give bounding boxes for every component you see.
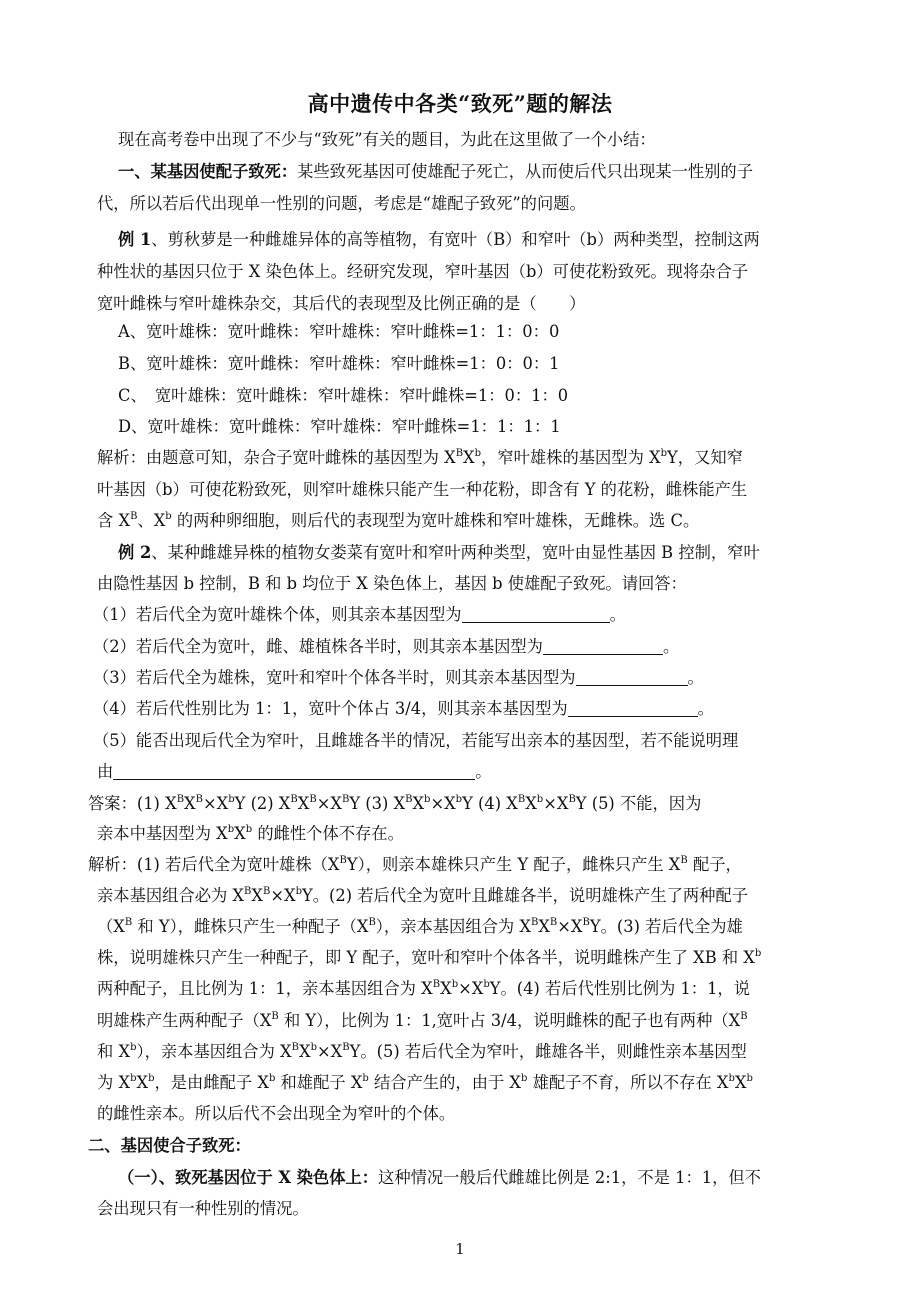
- option-d: D、宽叶雄株：宽叶雌株：窄叶雄株：窄叶雌株=1：1：1：1: [118, 417, 561, 436]
- analysis-2-line-7: 和 $X^b$），亲本基因组合为 $X^BX^b\times X^BY$。(5) 若后代全为窄叶，雌雄各半，则雌性亲本基因型: [97, 1042, 747, 1061]
- question-3: （3）若后代全为雄株，宽叶和窄叶个体各半时，则其亲本基因型为 。: [93, 668, 704, 687]
- section-2-subheading: （一）、致死基因位于 X 染色体上：: [118, 1168, 379, 1187]
- example-2-line-1: 例 2、某种雌雄异株的植物女娄菜有宽叶和窄叶两种类型，宽叶由显性基因 B 控制，窄叶: [118, 543, 760, 562]
- option-c: C、 宽叶雄株：宽叶雌株：窄叶雄株：窄叶雌株=1：0：1：0: [118, 386, 569, 405]
- section-1-text: 某些致死基因可使雄配子死亡，从而使后代只出现某一性别的子: [297, 162, 753, 181]
- question-5-line-1: （5）能否出现后代全为窄叶，且雌雄各半的情况，若能写出亲本的基因型，若不能说明理: [93, 731, 739, 750]
- example-2-label: 例 2: [118, 543, 152, 562]
- question-1: （1）若后代全为宽叶雄株个体，则其亲本基因型为 。: [93, 605, 626, 624]
- analysis-1-line-3: 含 $X^B$、$X^b$ 的两种卵细胞，则后代的表现型为宽叶雄株和窄叶雄株，无雌株。选 C。: [97, 511, 700, 530]
- page-number: 1: [455, 1240, 465, 1258]
- section-1-line-2: 代，所以若后代出现单一性别的问题，考虑是“雄配子致死”的问题。: [97, 194, 586, 213]
- answer-blank-2[interactable]: [543, 636, 663, 655]
- answer-blank-3[interactable]: [576, 667, 688, 686]
- section-1-line-1: [118, 156, 753, 187]
- analysis-2-line-6: 明雄株产生两种配子（$X^B$ 和 Y），比例为 1：1,宽叶占 3/4，说明雌株的配子也有两种（$X^B$: [97, 1011, 748, 1030]
- section-2-heading: 二、基因使合子致死：: [88, 1136, 251, 1155]
- page-title: 高中遗传中各类“致死”题的解法: [307, 91, 613, 116]
- section-2-sub-line-1: （一）、致死基因位于 X 染色体上：这种情况一般后代雌雄比例是 2:1，不是 1：1，但不: [118, 1168, 761, 1187]
- answer-line-2: 亲本中基因型为 $X^bX^b$ 的雌性个体不存在。: [97, 824, 404, 843]
- analysis-2-line-9: 的雌性亲本。所以后代不会出现全为窄叶的个体。: [97, 1104, 456, 1123]
- question-5-line-2: 由 。: [97, 762, 492, 781]
- analysis-2-line-2: 亲本基因组合必为 $X^BX^B\times X^bY$。(2) 若后代全为宽叶且雌雄各半，说明雄株产生了两种配子: [97, 886, 749, 905]
- answer-line-1: 答案：(1) $X^BX^B\times X^bY$ (2) $X^BX^B\times X^BY$ (3) $X^BX^b\times X^bY$ (4) $X^BX^b\times X^BY$ (5) 不能，因为: [88, 794, 702, 813]
- option-b: B、宽叶雄株：宽叶雌株：窄叶雄株：窄叶雌株=1：0：0：1: [118, 354, 560, 373]
- option-a: A、宽叶雄株：宽叶雌株：窄叶雄株：窄叶雌株=1：1：0：0: [118, 322, 560, 341]
- section-1-heading: 一、某基因使配子致死：: [118, 162, 298, 181]
- analysis-2-line-1: 解析：(1) 若后代全为宽叶雄株$(X^BY)$，则亲本雄株只产生 Y 配子，雌株只产生 $X^B$ 配子，: [88, 855, 742, 874]
- analysis-2-line-3: （$X^B$ 和 Y），雌株只产生一种配子$(X^B)$，亲本基因组合为 $X^BX^B\times X^BY$。(3) 若后代全为雄: [97, 917, 743, 936]
- question-2: （2）若后代全为宽叶，雌、雄植株各半时，则其亲本基因型为 。: [93, 637, 680, 656]
- answer-blank-5[interactable]: [113, 761, 475, 780]
- question-4: （4）若后代性别比为 1：1，宽叶个体占 3/4，则其亲本基因型为 。: [93, 699, 714, 718]
- analysis-2-line-8: 为 $X^bX^b$，是由雌配子 $X^b$ 和雄配子 $X^b$ 结合产生的，由于 $X^b$ 雄配子不育，所以不存在 $X^bX^b$: [97, 1073, 753, 1092]
- answer-blank-1[interactable]: [462, 604, 610, 623]
- example-1-line-1: 例 1、剪秋萝是一种雌雄异体的高等植物，有宽叶（B）和窄叶（b）两种类型，控制这两: [118, 230, 760, 249]
- section-2-sub-line-2: 会出现只有一种性别的情况。: [97, 1199, 309, 1218]
- analysis-1-line-1: 解析：由题意可知，杂合子宽叶雌株的基因型为 $X^BX^b$，窄叶雄株的基因型为 $X^bY$，又知窄: [97, 448, 743, 467]
- analysis-1-line-2: 叶基因（b）可使花粉致死，则窄叶雄株只能产生一种花粉，即含有 Y 的花粉，雌株能产生: [97, 480, 748, 499]
- example-1-label: 例 1: [118, 230, 152, 249]
- example-1-line-2: 种性状的基因只位于 X 染色体上。经研究发现，窄叶基因（b）可使花粉致死。现将杂合子: [97, 262, 749, 281]
- example-1-line-3: 宽叶雌株与窄叶雄株杂交，其后代的表现型及比例正确的是（ ）: [97, 294, 586, 313]
- answer-blank-4[interactable]: [568, 698, 698, 717]
- intro-paragraph: 现在高考卷中出现了不少与“致死”有关的题目，为此在这里做了一个小结：: [118, 130, 656, 149]
- analysis-2-line-5: 两种配子，且比例为 1：1，亲本基因组合为 $X^BX^b\times X^bY$。(4) 若后代性别比例为 1：1，说: [97, 979, 750, 998]
- example-2-line-2: 由隐性基因 b 控制，B 和 b 均位于 X 染色体上，基因 b 使雄配子致死。请回答：: [97, 574, 687, 593]
- analysis-2-line-4: 株，说明雄株只产生一种配子，即 Y 配子，宽叶和窄叶个体各半，说明雌株产生了 XB 和 $X^b$: [97, 948, 762, 967]
